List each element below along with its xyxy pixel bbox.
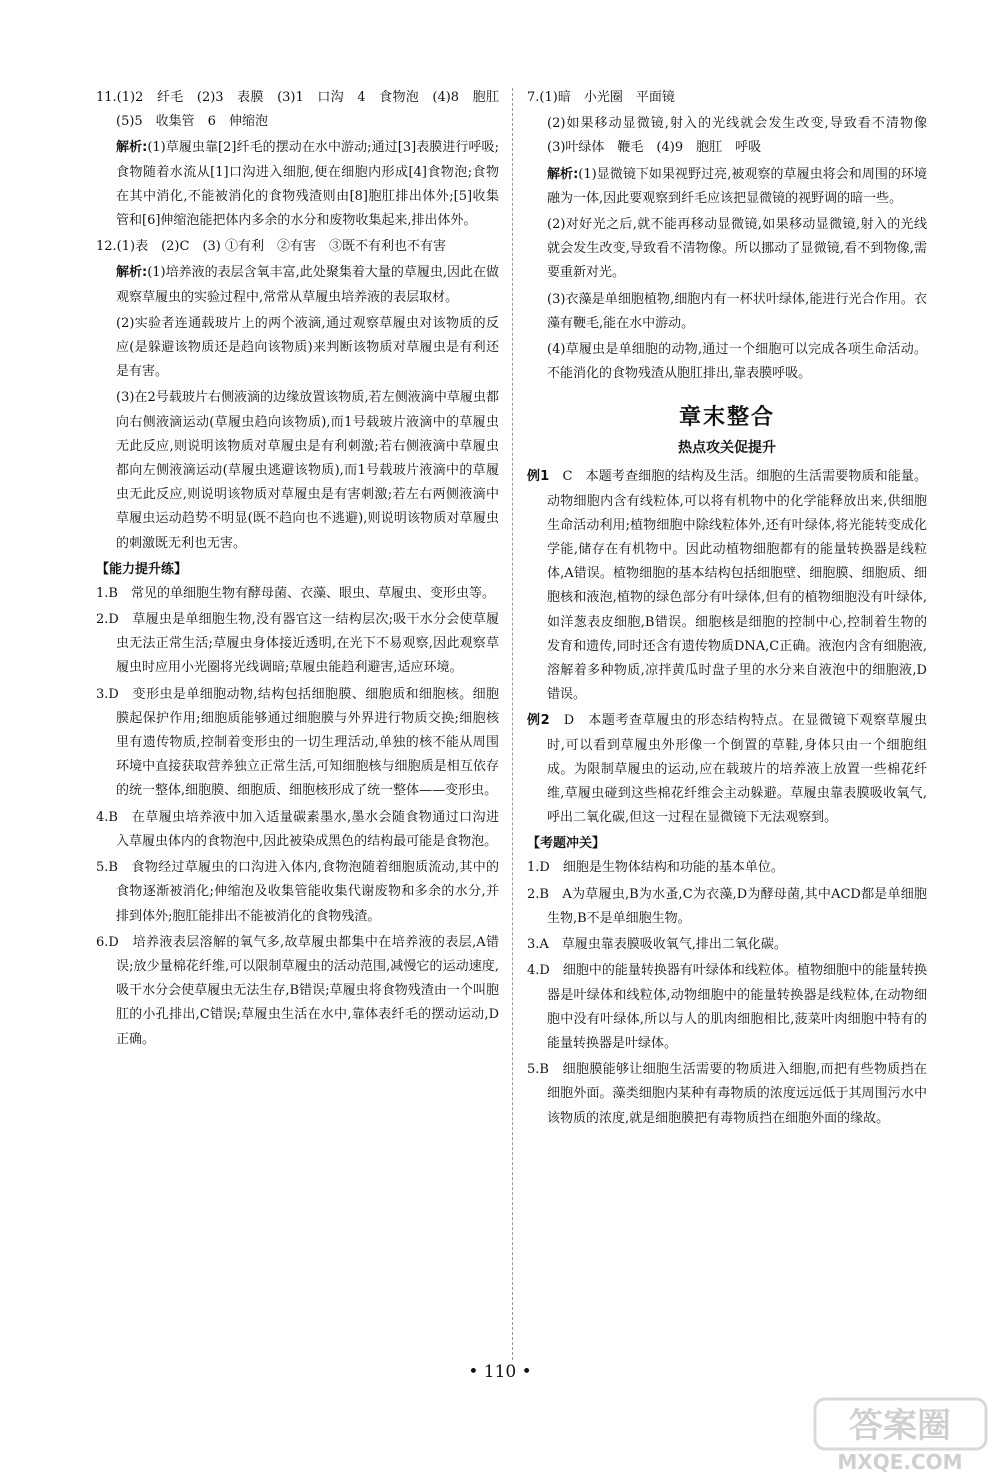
answer-paragraph [96, 856, 499, 929]
analysis-paragraph [527, 163, 927, 211]
answer-paragraph [96, 806, 499, 854]
answer-paragraph [527, 856, 927, 880]
paragraph-text: 5.B 细胞膜能够让细胞生活需要的物质进入细胞,而把有些物质挡在细胞外面。藻类细胞内某种有毒物质的浓度远远低于其周围污水中该物质的浓度,就是细胞膜把有毒物质挡在细胞外面的缘故。 [527, 1062, 927, 1126]
paragraph-text: C 本题考查细胞的结构及生活。细胞的生活需要物质和能量。动物细胞内含有线粒体,可以将有机物中的化学能释放出来,供细胞生命活动利用;植物细胞中除线粒体外,还有叶绿体,将光能转变成化学能,储存在有机物中。因此动植物细胞都有的能量转换器是线粒体,A错误。植物细胞的基本结构包括细胞壁、细胞膜、细胞质、细胞核和液泡,植物的绿色部分有叶绿体,但有的植物细胞没有叶绿体,如洋葱表皮细胞,B错误。细胞核是细胞的控制中心,控制着生物的发育和遗传,同时还含有遗传物质DNA,C正确。液泡内含有细胞液,溶解着多种物质,凉拌黄瓜时盘子里的水分来自液泡中的细胞液,D错误。 [547, 469, 928, 703]
paragraph-text: (1)草履虫靠[2]纤毛的摆动在水中游动;通过[3]表膜进行呼吸;食物随着水流从[1]口沟进入细胞,便在细胞内形成[4]食物泡;食物在其中消化,不能被消化的食物残渣则由[8]胞肛排出体外;[5]收集管和[6]伸缩泡能把体内多余的水分和废物收集起来,排出体外。 [116, 140, 499, 229]
answer-paragraph [96, 386, 499, 555]
example-label: 例1 [527, 469, 550, 485]
example-answer [527, 465, 927, 707]
answer-paragraph [527, 338, 927, 386]
answer-paragraph [527, 86, 927, 110]
page-number: • 110 • [468, 1362, 532, 1382]
answer-paragraph [96, 683, 499, 804]
section-heading: 【考题冲关】 [527, 836, 606, 852]
paragraph-text: 4.D 细胞中的能量转换器有叶绿体和线粒体。植物细胞中的能量转换器是叶绿体和线粒体,动物细胞中的能量转换器是线粒体,在动物细胞中没有叶绿体,所以与人的肌肉细胞相比,菠菜叶肉细胞中特有的能量转换器是叶绿体。 [527, 963, 927, 1051]
watermark-line1: 答案圈 [849, 1406, 951, 1446]
paragraph-text: 12.(1)表 (2)C (3) ①有利 ②有害 ③既不有利也不有害 [96, 239, 446, 255]
paragraph-text: (3)在2号载玻片右侧液滴的边缘放置该物质,若左侧液滴中草履虫都向右侧液滴运动(草履虫趋向该物质),而1号载玻片液滴中的草履虫无此反应,则说明该物质对草履虫是有利刺激;若右侧液滴中草履虫都向左侧液滴运动(草履虫逃避该物质),而1号载玻片液滴中的草履虫无此反应,则说明该物质对草履虫是有害刺激;若左右两侧液滴中草履虫运动趋势不明显(既不趋向也不逃避),则说明该物质对草履虫的刺激既无利也无害。 [116, 390, 499, 551]
answer-paragraph [527, 112, 941, 160]
answer-paragraph [96, 931, 499, 1052]
example-label: 例2 [527, 713, 550, 729]
analysis-label: 解析: [547, 166, 579, 182]
paragraph-text: D 本题考查草履虫的形态结构特点。在显微镜下观察草履虫时,可以看到草履虫外形像一个倒置的草鞋,身体只由一个细胞组成。为限制草履虫的运动,应在载玻片的培养液上放置一些棉花纤维,草履虫碰到这些棉花纤维会主动躲避。草履虫靠表膜吸收氧气,呼出二氧化碳,但这一过程在显微镜下无法观察到。 [547, 713, 927, 826]
paragraph-text: 11.(1)2 纤毛 (2)3 表膜 (3)1 口沟 4 食物泡 (4)8 胞肛 (5)5 收集管 6 伸缩泡 [96, 90, 513, 130]
paragraph-text: 1.B 常见的单细胞生物有酵母菌、衣藻、眼虫、草履虫、变形虫等。 [96, 585, 495, 601]
watermark-logo [813, 1395, 988, 1475]
analysis-label: 解析: [116, 140, 148, 156]
paragraph-text: 1.D 细胞是生物体结构和功能的基本单位。 [527, 860, 784, 876]
analysis-paragraph [96, 261, 499, 309]
answer-paragraph [527, 933, 927, 957]
paragraph-text: (2)对好光之后,就不能再移动显微镜,如果移动显微镜,射入的光线就会发生改变,导致看不清物像。所以挪动了显微镜,看不到物像,需要重新对光。 [547, 217, 927, 281]
paragraph-text: (4)草履虫是单细胞的动物,通过一个细胞可以完成各项生命活动。不能消化的食物残渣从胞肛排出,靠表膜呼吸。 [547, 342, 927, 382]
answer-paragraph [527, 883, 927, 931]
paragraph-text: 7.(1)暗 小光圈 平面镜 [527, 90, 675, 105]
page-number-value: 110 [483, 1362, 517, 1382]
right-column [527, 86, 941, 1131]
left-column [96, 86, 513, 1052]
paragraph-text: (1)培养液的表层含氧丰富,此处聚集着大量的草履虫,因此在做观察草履虫的实验过程中,常常从草履虫培养液的表层取材。 [116, 265, 500, 305]
section-subtitle: 热点攻关促提升 [678, 440, 776, 457]
answer-paragraph [96, 608, 499, 681]
paragraph-text: (2)如果移动显微镜,射入的光线就会发生改变,导致看不清物像 (3)叶绿体 鞭毛 (4)9 胞肛 呼吸 [547, 116, 941, 156]
answer-paragraph [96, 235, 499, 259]
section-heading: 【能力提升练】 [96, 561, 188, 577]
example-answer [527, 709, 927, 830]
paragraph-text: (1)显微镜下如果视野过亮,被观察的草履虫将会和周围的环境融为一体,因此要观察到纤毛应该把显微镜的视野调的暗一些。 [547, 166, 927, 206]
analysis-paragraph [96, 136, 499, 233]
paragraph-text: 3.D 变形虫是单细胞动物,结构包括细胞膜、细胞质和细胞核。细胞膜起保护作用;细胞质能够通过细胞膜与外界进行物质交换;细胞核里有遗传物质,控制着变形虫的一切生理活动,单独的核不能从周围环境中直接获取营养独立正常生活,可知细胞核与细胞质是相互依存的统一整体,细胞膜、细胞质、细胞核形成了统一整体——变形虫。 [96, 686, 499, 799]
watermark-line2: MXQE.COM [837, 1450, 963, 1474]
paragraph-text: 6.D 培养液表层溶解的氧气多,故草履虫都集中在培养液的表层,A错误;放少量棉花纤维,可以限制草履虫的活动范围,减慢它的运动速度,吸干水分会使草履虫无法生存,B错误;草履虫将食物残渣由一个叫胞肛的小孔排出,C错误;草履虫生活在水中,靠体表纤毛的摆动运动,D正确。 [96, 934, 499, 1047]
paragraph-text: (2)实验者连通载玻片上的两个液滴,通过观察草履虫对该物质的反应(是躲避该物质还是趋向该物质)来判断该物质对草履虫是有利还是有害。 [116, 315, 499, 380]
chapter-title: 章末整合 [678, 405, 775, 431]
answer-paragraph [96, 86, 513, 134]
paragraph-text: 2.B A为草履虫,B为水蚤,C为衣藻,D为酵母菌,其中ACD都是单细胞生物,B不是单细胞生物。 [527, 886, 927, 926]
answer-paragraph [527, 1058, 927, 1131]
paragraph-text: (3)衣藻是单细胞植物,细胞内有一杯状叶绿体,能进行光合作用。衣藻有鞭毛,能在水中游动。 [547, 291, 927, 331]
answer-paragraph [527, 213, 927, 286]
paragraph-text: 4.B 在草履虫培养液中加入适量碳素墨水,墨水会随食物通过口沟进入草履虫体内的食物泡中,因此被染成黑色的结构最可能是食物泡。 [96, 809, 499, 849]
answer-paragraph [96, 312, 499, 385]
answer-paragraph [527, 288, 927, 336]
paragraph-text: 5.B 食物经过草履虫的口沟进入体内,食物泡随着细胞质流动,其中的食物逐渐被消化;伸缩泡及收集管能收集代谢废物和多余的水分,并排到体外;胞肛能排出不能被消化的食物残渣。 [96, 860, 499, 924]
analysis-label: 解析: [116, 265, 148, 281]
column-divider [512, 88, 513, 1360]
answer-paragraph [96, 582, 499, 606]
paragraph-text: 2.D 草履虫是单细胞生物,没有器官这一结构层次;吸干水分会使草履虫无法正常生活;草履虫身体接近透明,在光下不易观察,因此观察草履虫时应用小光圈将光线调暗;草履虫能趋利避害,适应环境。 [96, 612, 499, 676]
paragraph-text: 3.A 草履虫靠表膜吸收氧气,排出二氧化碳。 [527, 937, 787, 953]
answer-paragraph [527, 959, 927, 1056]
